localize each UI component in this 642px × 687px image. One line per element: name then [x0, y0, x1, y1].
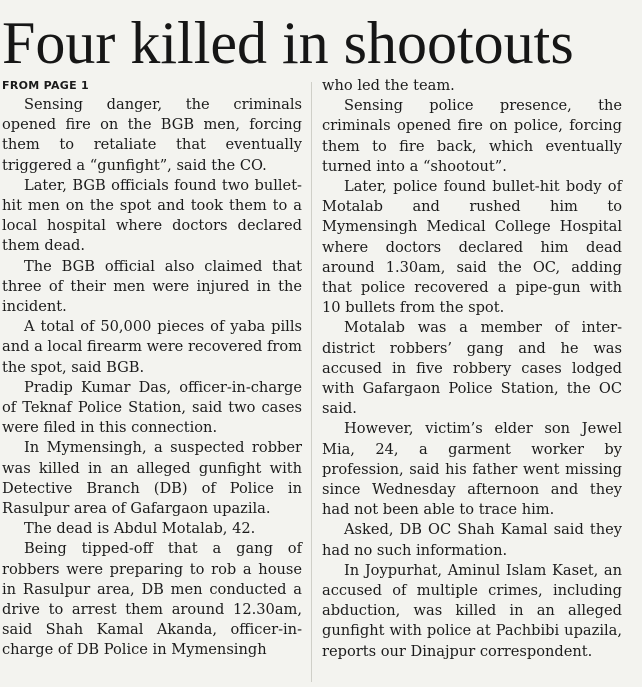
paragraph: However, victim’s elder son Jewel Mia, 24, a garment worker by profession, said his father went missing since Wednesday afternoon and they had not been able to trace him. [322, 420, 622, 519]
continuation-kicker: FROM PAGE 1 [2, 79, 90, 92]
article-column-right [322, 76, 622, 662]
column-divider [311, 82, 312, 682]
paragraph: Motalab was a member of inter-district robbers’ gang and he was accused in five robbery cases lodged with Gafargaon Police Station, the OC said. [322, 319, 622, 418]
headline: Four killed in shootouts [2, 10, 574, 76]
article-column-left [2, 76, 302, 661]
paragraph: In Joypurhat, Aminul Islam Kaset, an accused of multiple crimes, including abduction, was killed in an alleged gunfight with police at Pachbibi upazila, reports our Dinajpur correspondent. [322, 561, 622, 660]
paragraph: The dead is Abdul Motalab, 42. [24, 520, 256, 538]
paragraph-continuation: who led the team. [322, 77, 455, 94]
paragraph: The BGB official also claimed that three of their men were injured in the incident. [2, 257, 302, 316]
paragraph: Being tipped-off that a gang of robbers were preparing to rob a house in Rasulpur area, DB men conducted a drive to arrest them around 12.30am, said Shah Kamal Akanda, officer-in-charge of DB Police in Mymensingh [2, 540, 302, 659]
paragraph: Later, police found bullet-hit body of Motalab and rushed him to Mymensingh Medical College Hospital where doctors declared him dead around 1.30am, said the OC, adding that police recovered a pipe-gun with 10 bullets from the spot. [322, 178, 622, 317]
paragraph: Asked, DB OC Shah Kamal said they had no such information. [322, 521, 622, 559]
paragraph: Sensing danger, the criminals opened fire on the BGB men, forcing them to retaliate that eventually triggered a “gunfight”, said the CO. [2, 96, 302, 174]
paragraph: In Mymensingh, a suspected robber was killed in an alleged gunfight with Detective Branch (DB) of Police in Rasulpur area of Gafargaon upazila. [2, 439, 302, 518]
paragraph: Later, BGB officials found two bullet-hit men on the spot and took them to a local hospital where doctors declared them dead. [2, 176, 302, 255]
paragraph: Pradip Kumar Das, officer-in-charge of Teknaf Police Station, said two cases were filed in this connection. [2, 378, 302, 437]
paragraph: A total of 50,000 pieces of yaba pills and a local firearm were recovered from the spot, said BGB. [2, 318, 302, 376]
paragraph: Sensing police presence, the criminals opened fire on police, forcing them to fire back, which eventually turned into a “shootout”. [322, 97, 622, 175]
